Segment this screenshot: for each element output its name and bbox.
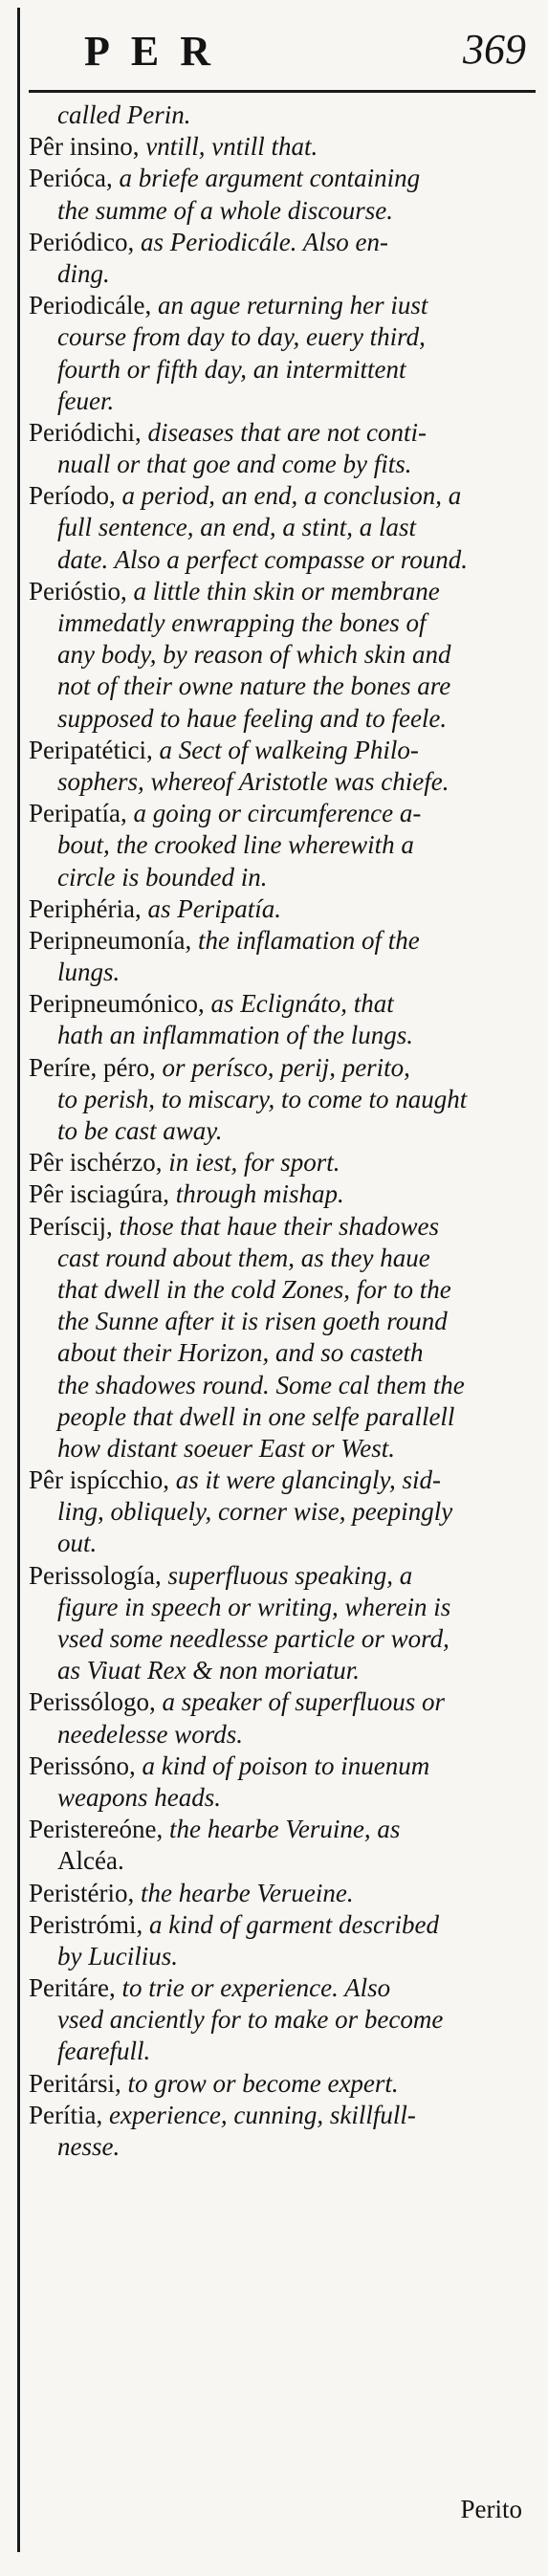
- dictionary-column: [29, 99, 534, 2163]
- definition-text: weapons heads.: [57, 1782, 221, 1812]
- definition-text: supposed to haue feeling and to feele.: [57, 703, 448, 733]
- entry-continuation-line: [29, 1655, 534, 1686]
- entry-continuation-line: [29, 1306, 534, 1337]
- definition-text: circle is bounded in.: [57, 862, 268, 892]
- headword: Perítia,: [29, 2100, 103, 2129]
- entry-continuation-line: [29, 1020, 534, 1051]
- definition-text: sophers, whereof Aristotle was chiefe.: [57, 766, 449, 796]
- entry-continuation-line: [29, 1433, 534, 1464]
- definition-text: a going or circumference a-: [126, 799, 422, 828]
- entry-line: [29, 1464, 534, 1496]
- entry-continuation-line: [29, 512, 534, 543]
- page-number: 369: [463, 26, 526, 73]
- headword: Periódico,: [29, 227, 135, 256]
- catchword: Perito: [460, 2495, 522, 2523]
- entry-line: [29, 988, 534, 1020]
- entry-continuation-line: [29, 1496, 534, 1528]
- entry-continuation-line: [29, 703, 534, 735]
- definition-text: vntill, vntill that.: [139, 132, 318, 162]
- definition-text: through mishap.: [168, 1179, 344, 1209]
- entry-continuation-line: [29, 862, 534, 893]
- entry-continuation-line: [29, 1623, 534, 1655]
- definition-text: full sentence, an end, a stint, a last: [57, 513, 416, 542]
- entry-line: [29, 576, 534, 607]
- definition-text: ding.: [57, 258, 110, 288]
- definition-text: immedatly enwrapping the bones of: [57, 608, 427, 637]
- definition-text: as it were glancingly, sid-: [168, 1465, 441, 1495]
- definition-text: in iest, for sport.: [162, 1148, 340, 1178]
- entry-line: [29, 163, 534, 194]
- entry-continuation-line: [29, 1243, 534, 1274]
- entry-line: [29, 1972, 534, 2004]
- definition-text: a Sect of walkeing Philo-: [152, 735, 419, 764]
- headword: Peristrómi,: [29, 1909, 143, 1939]
- headword: Peripatía,: [29, 799, 127, 828]
- definition-text: to trie or experience. Also: [115, 1973, 391, 2003]
- entry-continuation-line: [29, 1401, 534, 1433]
- page: [11, 8, 536, 2564]
- entry-continuation-line: [29, 2036, 534, 2067]
- entry-line: [29, 290, 534, 321]
- entry-line: [29, 417, 534, 449]
- entry-line: [29, 1560, 534, 1592]
- headword: Pêr insino,: [29, 132, 140, 162]
- definition-text: lungs.: [57, 958, 121, 987]
- entry-continuation-line: [29, 671, 534, 702]
- headword: Períre, péro,: [29, 1052, 156, 1082]
- entry-continuation-line: [29, 1115, 534, 1147]
- headword: Perissología,: [29, 1560, 162, 1590]
- definition-text: a kind of poison to inuenum: [135, 1750, 430, 1780]
- definition-text: the hearbe Veruine, as: [163, 1815, 401, 1844]
- entry-line: [29, 227, 534, 258]
- headword: Peritáre,: [29, 1973, 116, 2003]
- definition-text: the inflamation of the: [191, 925, 420, 955]
- entry-continuation-line: [29, 829, 534, 861]
- headword: Peristério,: [29, 1878, 135, 1907]
- definition-text: as Viuat Rex & non moriatur.: [57, 1656, 360, 1685]
- definition-text: called Perin.: [57, 100, 191, 129]
- entry-continuation-line: [29, 1084, 534, 1115]
- headword: Perissóno,: [29, 1750, 136, 1780]
- entry-line: [29, 1147, 534, 1178]
- definition-text: that dwell in the cold Zones, for to the: [57, 1274, 451, 1304]
- entry-line: [29, 798, 534, 829]
- entry-continuation-line: [29, 1845, 534, 1877]
- definition-text: a little thin skin or membrane: [126, 576, 440, 605]
- definition-text: those that haue their shadowes: [112, 1211, 439, 1241]
- headword: Periódichi,: [29, 417, 142, 447]
- entry-continuation-line: [29, 957, 534, 988]
- headword: Pêr ischérzo,: [29, 1148, 163, 1178]
- entry-line: [29, 1211, 534, 1243]
- headword: Pêr ispícchio,: [29, 1465, 169, 1495]
- definition-text: the summe of a whole discourse.: [57, 195, 393, 225]
- entry-continuation-line: [29, 1274, 534, 1306]
- page-header: [11, 8, 536, 96]
- definition-text: an ague returning her iust: [151, 291, 428, 320]
- definition-text: to grow or become expert.: [121, 2068, 399, 2098]
- entry-line: [29, 735, 534, 766]
- entry-continuation-line: [29, 639, 534, 671]
- entry-line: [29, 1178, 534, 1210]
- entry-line: [29, 2068, 534, 2100]
- headword: Alcéa.: [57, 1846, 124, 1876]
- definition-text: course from day to day, euery third,: [57, 322, 426, 352]
- entry-line: [29, 131, 534, 163]
- entry-line: [29, 925, 534, 957]
- entry-continuation-line: [29, 354, 534, 385]
- running-head: PER: [84, 28, 231, 75]
- entry-line: [29, 893, 534, 925]
- definition-text: nesse.: [57, 2132, 121, 2161]
- definition-text: a period, an end, a conclusion, a: [115, 481, 462, 511]
- headword: Peripatétici,: [29, 735, 153, 764]
- definition-text: needelesse words.: [57, 1719, 243, 1749]
- definition-text: the Sunne after it is risen goeth round: [57, 1307, 448, 1336]
- entry-continuation-line: [29, 1337, 534, 1369]
- definition-text: a kind of garment described: [142, 1909, 439, 1939]
- headword: Perísciј,: [29, 1211, 113, 1241]
- definition-text: superfluous speaking, a: [161, 1560, 413, 1590]
- entry-continuation-line: [29, 1370, 534, 1401]
- definition-text: a speaker of superfluous or: [155, 1687, 445, 1717]
- entry-continuation-line: [29, 544, 534, 576]
- headword: Peristereóne,: [29, 1815, 164, 1844]
- entry-continuation-line: [29, 195, 534, 227]
- definition-text: fourth or fifth day, an intermittent: [57, 354, 406, 384]
- entry-continuation-line: [29, 385, 534, 417]
- headword: Peripneumónico,: [29, 989, 205, 1019]
- definition-text: people that dwell in one selfe parallell: [57, 1401, 455, 1431]
- headword: Perissólogo,: [29, 1687, 156, 1717]
- entry-line: [29, 1909, 534, 1941]
- definition-text: to perish, to miscary, to come to naught: [57, 1084, 468, 1113]
- entry-continuation-line: [29, 1719, 534, 1750]
- entry-continuation-line: [29, 2004, 534, 2036]
- definition-text: as Peripatía.: [141, 893, 281, 923]
- entry-line: [29, 1686, 534, 1718]
- entry-continuation-line: [29, 607, 534, 639]
- column-rule: [17, 8, 20, 2552]
- definition-text: nuall or that goe and come by fits.: [57, 450, 412, 479]
- definition-text: or perísco, perij, perito,: [155, 1052, 410, 1082]
- entry-continuation-line: [29, 1528, 534, 1559]
- definition-text: the hearbe Verueine.: [134, 1878, 354, 1907]
- definition-text: how distant soeuer East or West.: [57, 1433, 396, 1463]
- header-rule: [29, 90, 536, 93]
- entry-continuation-line: [29, 321, 534, 353]
- headword: Perióstio,: [29, 576, 127, 605]
- entry-line: [29, 1052, 534, 1084]
- headword: Período,: [29, 481, 116, 511]
- definition-text: not of their owne nature the bones are: [57, 672, 451, 701]
- definition-text: vsed anciently for to make or become: [57, 2005, 444, 2035]
- definition-text: to be cast away.: [57, 1116, 223, 1145]
- entry-continuation-line: [29, 1782, 534, 1814]
- entry-continuation-line: [29, 1941, 534, 1972]
- headword: Peripneumonía,: [29, 925, 192, 955]
- entry-continuation-line: [29, 449, 534, 480]
- headword: Pêr isciagúra,: [29, 1179, 169, 1209]
- definition-text: as Periodicále. Also en-: [134, 227, 388, 256]
- entry-line: [29, 480, 534, 512]
- definition-text: feuer.: [57, 385, 115, 415]
- entry-continuation-line: [29, 1592, 534, 1623]
- definition-text: bout, the crooked line wherewith a: [57, 830, 414, 860]
- definition-text: as Eclignáto, that: [204, 989, 394, 1019]
- definition-text: vsed some needlesse particle or word,: [57, 1624, 449, 1653]
- definition-text: the shadowes round. Some cal them the: [57, 1370, 465, 1399]
- definition-text: a briefe argument containing: [112, 164, 421, 193]
- definition-text: hath an inflammation of the lungs.: [57, 1021, 414, 1050]
- definition-text: diseases that are not conti-: [141, 417, 427, 447]
- entry-line: [29, 1814, 534, 1845]
- definition-text: experience, cunning, skillfull-: [102, 2100, 416, 2129]
- definition-text: out.: [57, 1529, 98, 1558]
- entry-line: [29, 1750, 534, 1782]
- entry-continuation-line: [29, 258, 534, 290]
- definition-text: fearefull.: [57, 2037, 151, 2066]
- headword: Perióca,: [29, 164, 113, 193]
- definition-text: date. Also a perfect compasse or round.: [57, 544, 468, 574]
- entry-line: [29, 1878, 534, 1909]
- headword: Periphéria,: [29, 893, 142, 923]
- definition-text: about their Horizon, and so casteth: [57, 1338, 424, 1368]
- headword: Peritársi,: [29, 2068, 121, 2098]
- entry-continuation-line: [29, 766, 534, 798]
- definition-text: ling, obliquely, corner wise, peepingly: [57, 1497, 453, 1527]
- definition-text: by Lucilius.: [57, 1941, 178, 1971]
- definition-text: any body, by reason of which skin and: [57, 640, 451, 670]
- definition-text: cast round about them, as they haue: [57, 1243, 430, 1272]
- entry-line: [29, 2100, 534, 2131]
- entry-continuation-line: [29, 2131, 534, 2163]
- headword: Periodicále,: [29, 291, 152, 320]
- definition-text: figure in speech or writing, wherein is: [57, 1592, 451, 1621]
- entry-continuation-line: [29, 99, 534, 131]
